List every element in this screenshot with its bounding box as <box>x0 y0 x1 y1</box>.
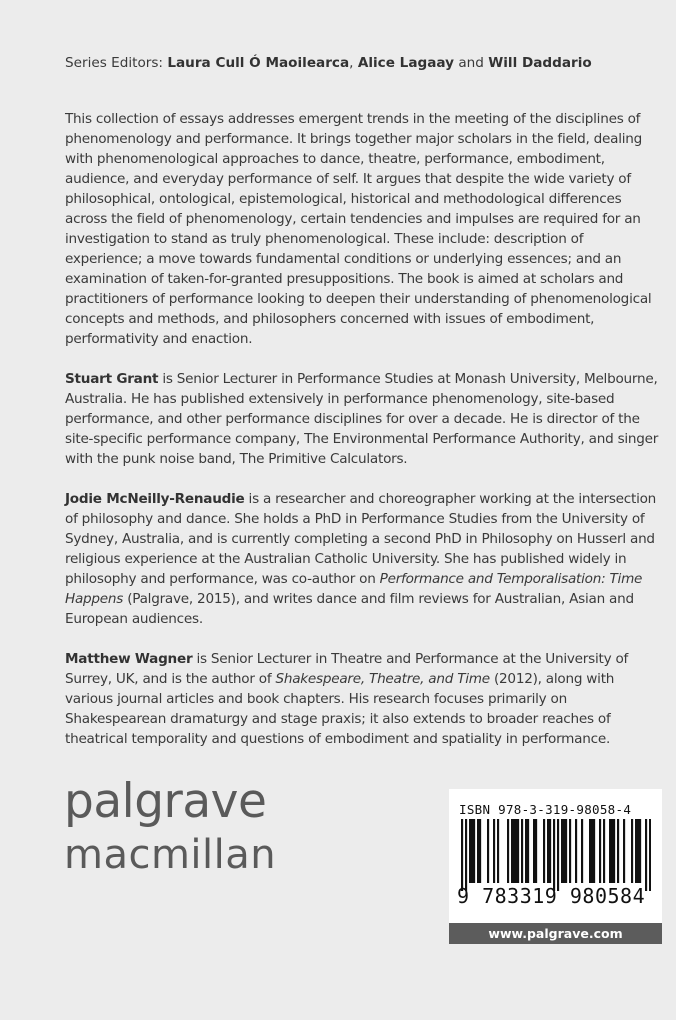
logo-line-macmillan: macmillan <box>64 832 277 878</box>
barcode-bar <box>649 819 651 891</box>
back-cover-text <box>65 109 659 769</box>
barcode-bar <box>623 819 625 883</box>
bio-text: is a researcher and choreographer working at the intersection of philosophy and dance. She holds a PhD in Performance Studies from the University of Sydney, Australia, and is currently completing a second PhD in Philosophy on Husserl and religious experience at the Australian Catholic University. She has published widely in philosophy and performance, was co-author on <box>65 491 657 587</box>
barcode-bar <box>473 819 475 883</box>
barcode-bar <box>461 819 463 891</box>
bio-text: (2012), along with various journal articles and book chapters. His research focuses primarily on Shakespearean dramaturgy and stage praxis; it also extends to broader reaches of theatrical temporality and questions of embodiment and spatiality in performance. <box>65 671 615 747</box>
bio-stuart-grant <box>65 369 659 469</box>
barcode-bar <box>639 819 641 883</box>
barcode-bar <box>609 819 611 883</box>
series-separator-1: , <box>349 55 358 71</box>
barcode-bar <box>569 819 571 883</box>
book-blurb: This collection of essays addresses emergent trends in the meeting of the disciplines of phenomenology and performance. It brings together major scholars in the field, dealing with phenomenological approaches to dance, theatre, performance, embodiment, audience, and everyday performance of self. It argues that despite the wide variety of philosophical, ontological, epistemological, historical and methodological differences across the field of phenomenology, certain tendencies and impulses are required for an investigation to stand as truly phenomenological. These include: description of experience; a move towards fundamental conditions or underlying essences; and an examination of taken-for-granted presuppositions. The book is aimed at scholars and practitioners of performance looking to deepen their understanding of phenomenological concepts and methods, and philosophers concerned with issues of embodiment, performativity and enaction. <box>65 111 652 347</box>
barcode-bar <box>549 819 551 883</box>
barcode-bar <box>635 819 637 883</box>
barcode-bar <box>617 819 619 883</box>
barcode-bar <box>547 819 549 883</box>
barcode-bar <box>521 819 523 883</box>
barcode-bar <box>543 819 545 883</box>
barcode-bar <box>563 819 565 883</box>
barcode-bar <box>591 819 593 883</box>
barcode-bar <box>513 819 515 883</box>
barcode-bar <box>479 819 481 883</box>
barcode-bar <box>589 819 591 883</box>
book-title: Performance and Temporalisation: Time Happens <box>65 571 643 607</box>
isbn-label: ISBN 978-3-319-98058-4 <box>459 802 632 817</box>
bio-text: is Senior Lecturer in Performance Studies at Monash University, Melbourne, Australia. He has published extensively in performance phenomenology, site-based performance, and other performance disciplines for over a decade. He is director of the site-specific performance company, The Environmental Performance Authority, and singer with the punk noise band, The Primitive Calculators. <box>65 371 659 467</box>
barcode-bar <box>465 819 467 891</box>
barcode-bar <box>469 819 471 883</box>
barcode-bar <box>511 819 513 883</box>
barcode-bar <box>471 819 473 883</box>
barcode-bar <box>493 819 495 883</box>
barcode-bar <box>575 819 577 883</box>
isbn-barcode <box>449 789 662 923</box>
barcode-bar <box>631 819 633 883</box>
bio-name: Jodie McNeilly-Renaudie <box>65 491 245 507</box>
barcode-bar <box>487 819 489 883</box>
barcode-bar <box>613 819 615 883</box>
barcode-bar <box>593 819 595 883</box>
bio-text: is Senior Lecturer in Theatre and Performance at the University of Surrey, UK, and is the author of <box>65 651 629 687</box>
bio-name: Matthew Wagner <box>65 651 193 667</box>
barcode-bar <box>515 819 517 883</box>
barcode-bar <box>557 819 559 891</box>
barcode-bar <box>599 819 601 883</box>
barcode-bar <box>507 819 509 883</box>
barcode-bar <box>497 819 499 883</box>
barcode-bar <box>561 819 563 883</box>
barcode-bar <box>553 819 555 891</box>
barcode-bar <box>603 819 605 883</box>
barcode-bar <box>581 819 583 883</box>
barcode-bar <box>611 819 613 883</box>
series-editors <box>65 53 592 73</box>
barcode-bar <box>535 819 537 883</box>
series-editor-1: Laura Cull Ó Maoilearca <box>167 55 350 71</box>
series-separator-2: and <box>454 55 489 71</box>
barcode-bars <box>461 819 651 891</box>
barcode-bar <box>645 819 647 891</box>
bio-matthew-wagner <box>65 649 659 749</box>
series-editors-label: Series Editors: <box>65 55 168 71</box>
barcode-bar <box>565 819 567 883</box>
barcode-bar <box>637 819 639 883</box>
bio-jodie-mcneilly-renaudie <box>65 489 659 629</box>
barcode-bar <box>517 819 519 883</box>
logo-line-palgrave: palgrave <box>64 774 267 829</box>
barcode-bar <box>525 819 527 883</box>
bio-text: (Palgrave, 2015), and writes dance and film reviews for Australian, Asian and European audiences. <box>65 591 634 627</box>
barcode-bar <box>527 819 529 883</box>
bio-name: Stuart Grant <box>65 371 159 387</box>
barcode-bar <box>533 819 535 883</box>
series-editor-2: Alice Lagaay <box>357 55 455 71</box>
ean-digits: 9 783319 980584 <box>457 884 646 908</box>
barcode-bar <box>477 819 479 883</box>
publisher-website[interactable]: www.palgrave.com <box>449 923 662 944</box>
series-editor-3: Will Daddario <box>488 55 592 71</box>
book-title: Shakespeare, Theatre, and Time <box>275 671 490 687</box>
publisher-logo <box>64 774 277 878</box>
